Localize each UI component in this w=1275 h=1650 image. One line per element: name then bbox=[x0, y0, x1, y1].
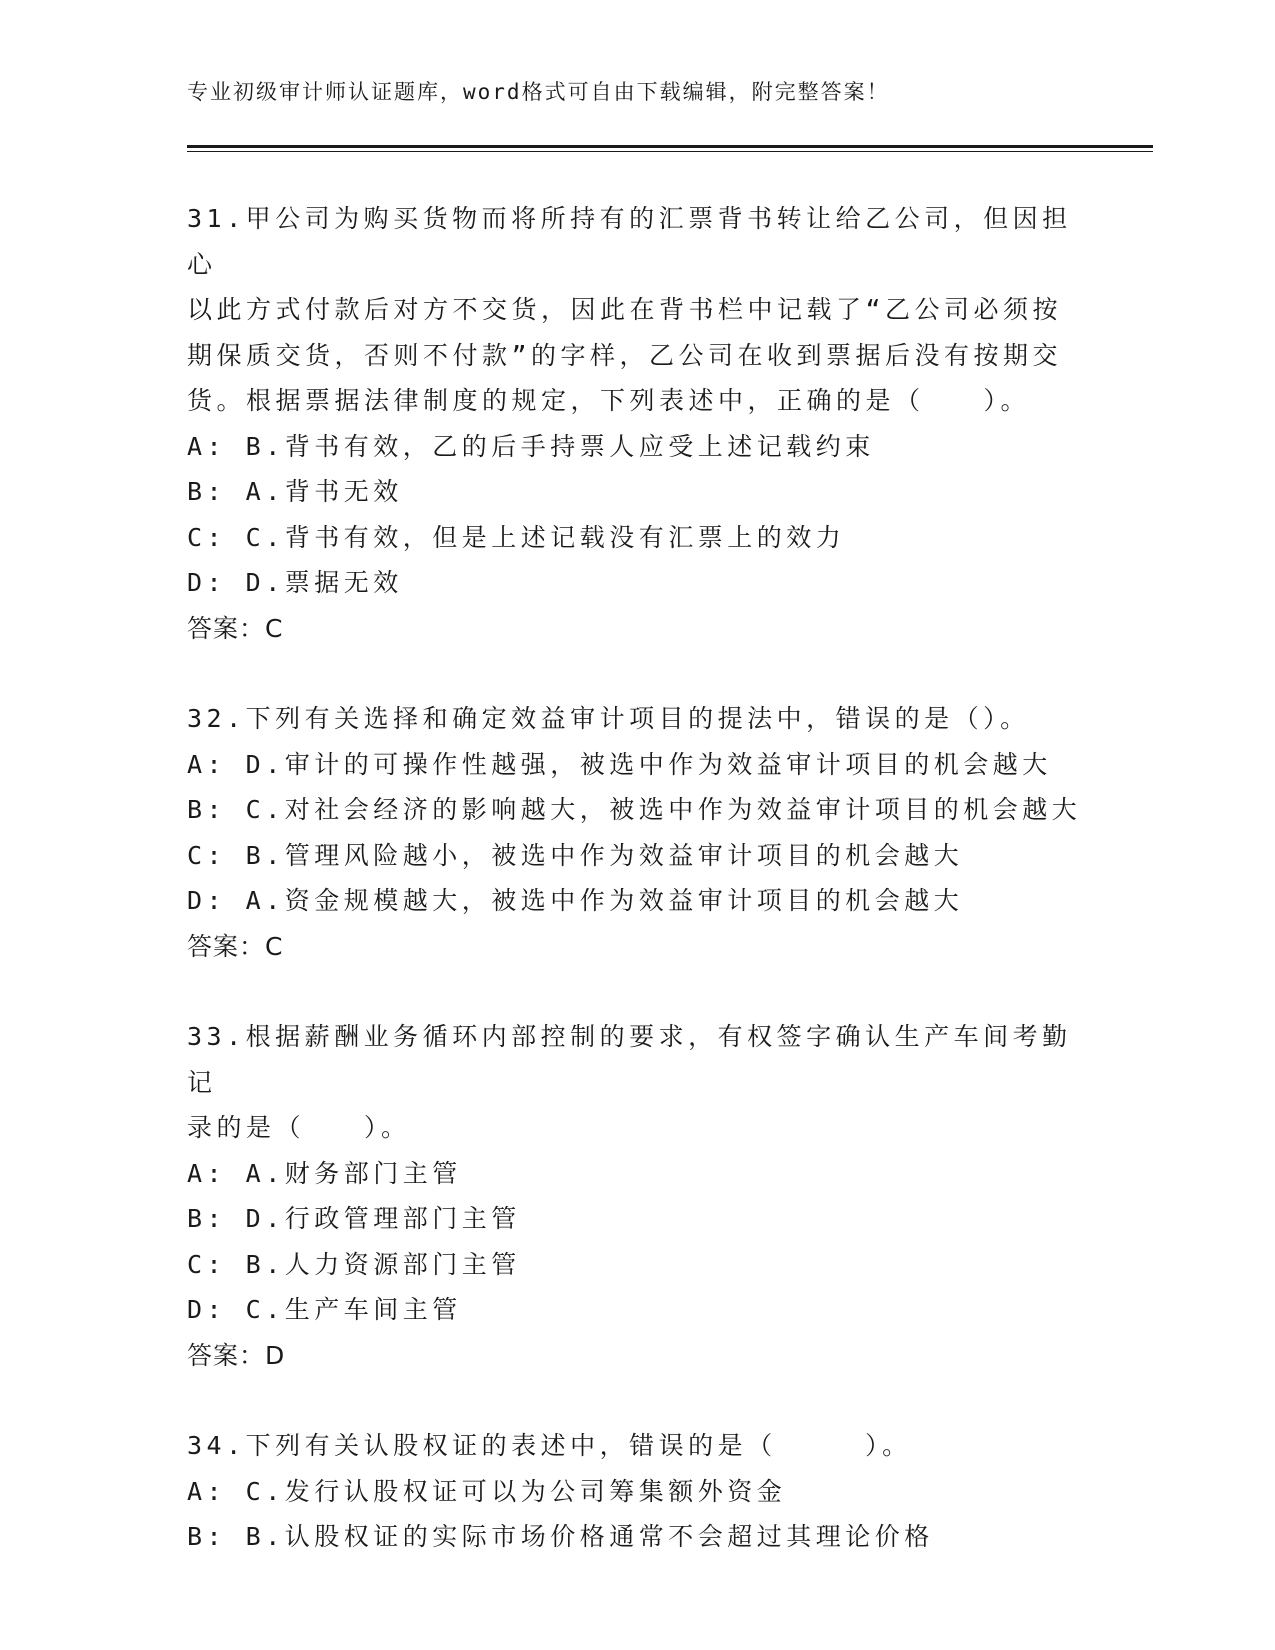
header-divider-thick bbox=[187, 145, 1153, 148]
question-stem-line: 34.下列有关认股权证的表述中，错误的是（ ）。 bbox=[187, 1431, 912, 1460]
option-b: B: A.背书无效 bbox=[187, 477, 403, 506]
answer-text: 答案：C bbox=[187, 931, 284, 961]
question-stem-line: 32.下列有关选择和确定效益审计项目的提法中，错误的是（）。 bbox=[187, 704, 1030, 733]
option-a: A: B.背书有效，乙的后手持票人应受上述记载约束 bbox=[187, 431, 875, 461]
question-stem-line: 货。根据票据法律制度的规定，下列表述中，正确的是（ ）。 bbox=[187, 386, 1031, 415]
question-stem-line: 31.甲公司为购买货物而将所持有的汇票背书转让给乙公司，但因担心 bbox=[187, 204, 1072, 279]
question-stem-line: 期保质交货，否则不付款”的字样，乙公司在收到票据后没有按期交 bbox=[187, 340, 1063, 370]
option-a: A: D.审计的可操作性越强，被选中作为效益审计项目的机会越大 bbox=[187, 749, 1052, 779]
option-b: B: B.认股权证的实际市场价格通常不会超过其理论价格 bbox=[187, 1522, 934, 1551]
option-a: A: C.发行认股权证可以为公司筹集额外资金 bbox=[187, 1476, 787, 1506]
option-c: C: B.管理风险越小，被选中作为效益审计项目的机会越大 bbox=[187, 840, 964, 870]
option-c: C: B.人力资源部门主管 bbox=[187, 1249, 521, 1279]
question-stem-line: 以此方式付款后对方不交货，因此在背书栏中记载了“乙公司必须按 bbox=[187, 295, 1063, 324]
option-d: D: D.票据无效 bbox=[187, 568, 403, 597]
answer-text: 答案：D bbox=[187, 1340, 286, 1370]
option-b: B: D.行政管理部门主管 bbox=[187, 1204, 521, 1233]
question-34 bbox=[187, 1423, 1087, 1560]
header-divider-thin bbox=[187, 151, 1153, 152]
page-header: 专业初级审计师认证题库，word格式可自由下载编辑，附完整答案！ bbox=[187, 80, 890, 104]
question-32 bbox=[187, 696, 1087, 969]
question-33 bbox=[187, 1014, 1087, 1378]
question-stem-line: 录的是（ ）。 bbox=[187, 1113, 411, 1142]
option-d: D: C.生产车间主管 bbox=[187, 1295, 462, 1324]
question-list bbox=[187, 196, 1087, 1605]
option-b: B: C.对社会经济的影响越大，被选中作为效益审计项目的机会越大 bbox=[187, 795, 1082, 824]
answer-text: 答案：C bbox=[187, 613, 284, 643]
question-stem-line: 33.根据薪酬业务循环内部控制的要求，有权签字确认生产车间考勤记 bbox=[187, 1022, 1072, 1097]
option-d: D: A.资金规模越大，被选中作为效益审计项目的机会越大 bbox=[187, 886, 964, 915]
option-a: A: A.财务部门主管 bbox=[187, 1158, 462, 1188]
option-c: C: C.背书有效，但是上述记载没有汇票上的效力 bbox=[187, 522, 846, 552]
question-31 bbox=[187, 196, 1087, 651]
